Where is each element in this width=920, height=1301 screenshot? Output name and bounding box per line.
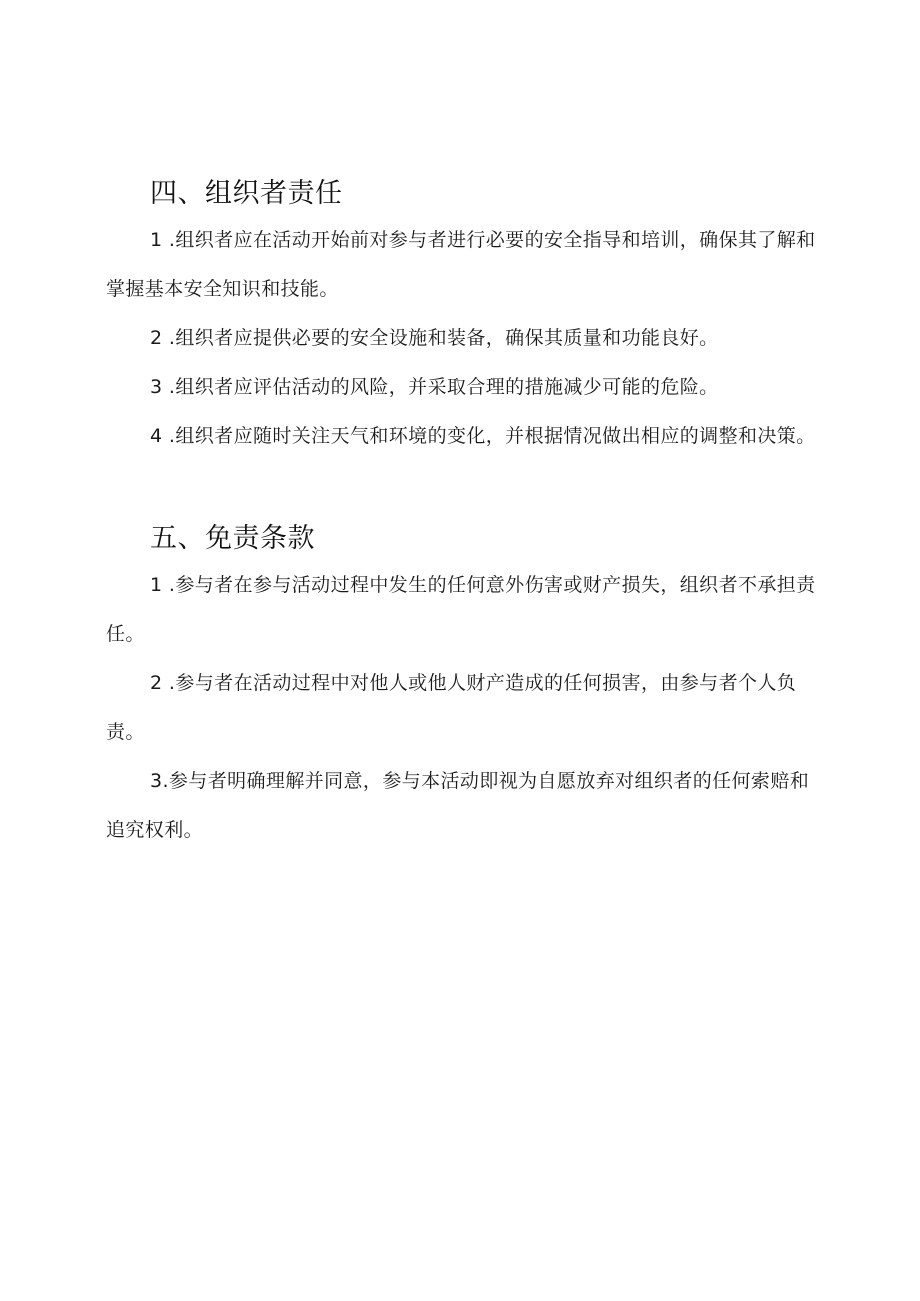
- clause-item: 3.参与者明确理解并同意，参与本活动即视为自愿放弃对组织者的任何索赔和追究权利。: [106, 770, 810, 841]
- clause-item: 2 .组织者应提供必要的安全设施和装备，确保其质量和功能良好。: [150, 327, 719, 349]
- section-organizer-responsibility: [106, 172, 826, 461]
- clause-item: 2 .参与者在活动过程中对他人或他人财产造成的任何损害，由参与者个人负责。: [106, 672, 797, 743]
- clause-item: 4 .组织者应随时关注天气和环境的变化，并根据情况做出相应的调整和决策。: [150, 425, 816, 447]
- clause-item: 3 .组织者应评估活动的风险，并采取合理的措施减少可能的危险。: [150, 376, 719, 398]
- section-title: 四、组织者责任: [150, 178, 343, 209]
- clause-item: 1 .组织者应在活动开始前对参与者进行必要的安全指导和培训，确保其了解和掌握基本安全知识和技能。: [106, 229, 816, 300]
- clause-item: 1 .参与者在参与活动过程中发生的任何意外伤害或财产损失，组织者不承担责任。: [106, 574, 816, 645]
- section-disclaimer: [106, 517, 826, 855]
- document-body: [106, 172, 826, 855]
- section-title: 五、免责条款: [150, 523, 315, 554]
